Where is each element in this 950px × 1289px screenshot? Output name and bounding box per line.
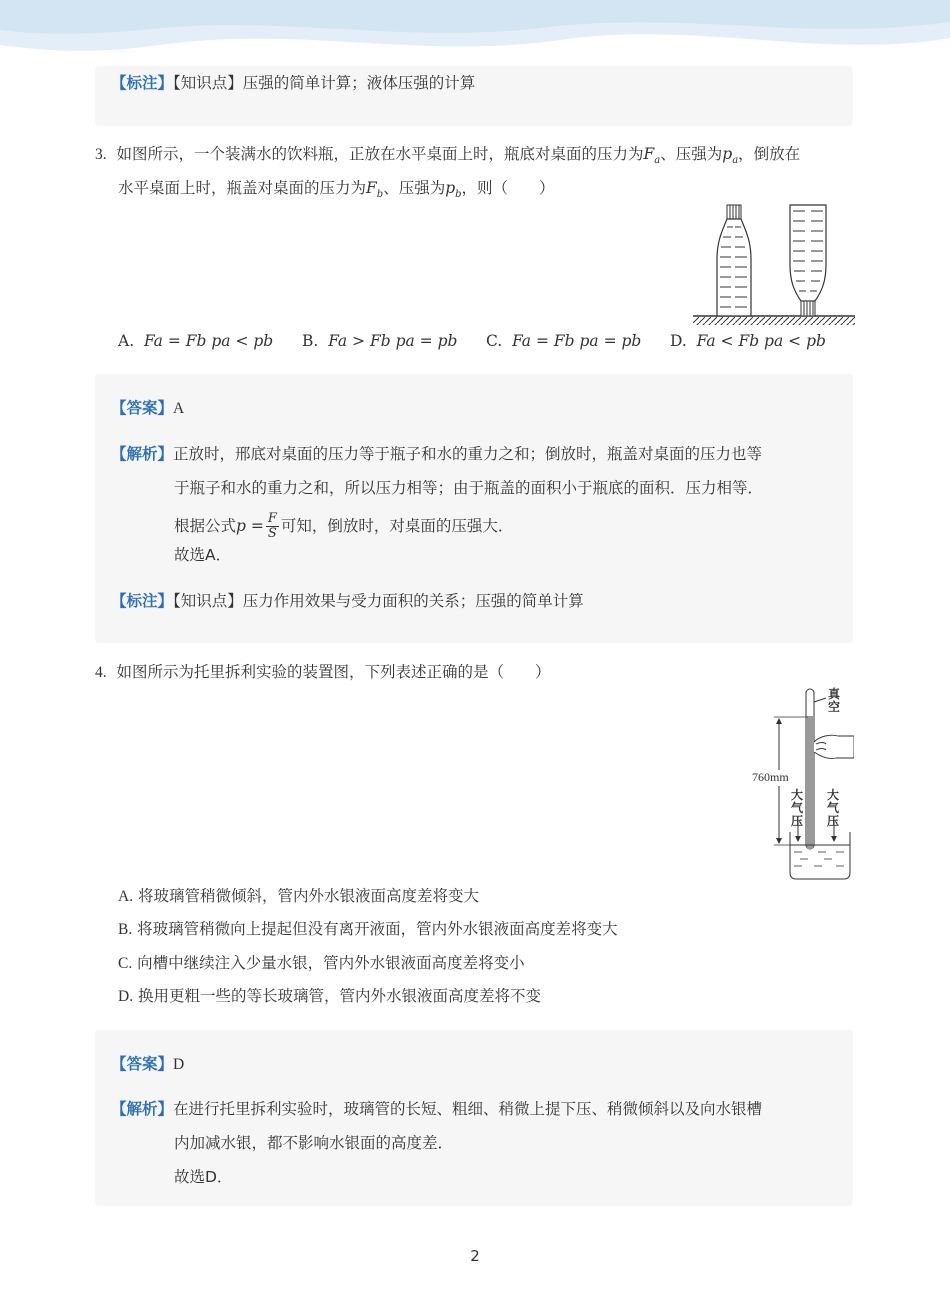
q4-analysis-text1: 在进行托里拆利实验时，玻璃管的长短、粗细、稍微上提下压、稍微倾斜以及向水银槽 bbox=[173, 1100, 763, 1118]
q3-option-d[interactable] bbox=[670, 330, 826, 352]
q3-pb-sub: b bbox=[455, 189, 462, 201]
q4-option-b-label: B. bbox=[118, 921, 133, 938]
q3-text-e: 、压强为 bbox=[383, 179, 446, 197]
q3-frac-num: F bbox=[267, 511, 277, 526]
note-text: 【知识点】压强的简单计算；液体压强的计算 bbox=[173, 74, 476, 92]
q4-analysis-tag: 【解析】 bbox=[111, 1100, 174, 1118]
q3-formula-lhs: p = bbox=[236, 517, 264, 535]
q3-option-c-label: C. bbox=[486, 332, 503, 350]
q3-option-b-label: B. bbox=[302, 332, 319, 350]
q3-option-a[interactable] bbox=[118, 330, 273, 352]
bottles-figure bbox=[693, 203, 855, 327]
q4-answer-line bbox=[111, 1053, 184, 1076]
question-4-text: 如图所示为托里拆利实验的装置图，下列表述正确的是（ ） bbox=[116, 663, 551, 681]
q4-option-b[interactable] bbox=[118, 918, 618, 941]
q3-pa: p bbox=[722, 145, 733, 163]
q3-text-f: ，则（ ） bbox=[461, 179, 555, 197]
q3-answer-tag: 【答案】 bbox=[111, 399, 174, 417]
q3-analysis-tag: 【解析】 bbox=[111, 445, 174, 463]
vacuum-label: 真空 bbox=[827, 687, 840, 714]
q4-option-a-text: 将玻璃管稍微倾斜，管内外水银液面高度差将变大 bbox=[138, 887, 480, 905]
inverted-bottle-icon bbox=[790, 205, 826, 316]
q4-option-d[interactable] bbox=[118, 985, 541, 1008]
q3-pa-sub: a bbox=[732, 155, 739, 167]
q3-answer-line bbox=[111, 397, 184, 420]
q3-option-d-text: Fa < Fb pa < pb bbox=[696, 332, 826, 350]
hand-icon bbox=[814, 735, 854, 758]
q4-option-d-text: 换用更粗一些的等长玻璃管，管内外水银液面高度差将不变 bbox=[138, 987, 542, 1005]
torricelli-figure bbox=[750, 686, 854, 882]
q3-analysis-line3 bbox=[174, 512, 513, 541]
q3-analysis-line2: 于瓶子和水的重力之和，所以压力相等；由于瓶盖的面积小于瓶底的面积．压力相等． bbox=[174, 479, 764, 497]
q3-analysis-text3a: 根据公式 bbox=[174, 517, 237, 535]
note-line bbox=[111, 72, 475, 94]
q4-option-a[interactable] bbox=[118, 885, 479, 908]
q4-analysis-line2: 内加减水银，都不影响水银面的高度差． bbox=[174, 1134, 454, 1152]
q4-option-c[interactable] bbox=[118, 952, 525, 975]
q4-analysis-line3: 故选D． bbox=[174, 1168, 233, 1186]
q4-answer-tag: 【答案】 bbox=[111, 1055, 174, 1073]
q3-option-a-label: A. bbox=[118, 332, 135, 350]
q3-text-d: 水平桌面上时，瓶盖对桌面的压力为 bbox=[118, 179, 367, 197]
question-3-number: 3. bbox=[95, 146, 107, 163]
question-3-line1 bbox=[95, 143, 800, 172]
q3-fa-sub: a bbox=[654, 155, 661, 167]
q3-option-b[interactable] bbox=[302, 330, 457, 352]
q3-text-c: ，倒放在 bbox=[738, 145, 801, 163]
q3-option-a-text: Fa = Fb pa < pb bbox=[143, 332, 274, 350]
q3-analysis-line1 bbox=[111, 443, 762, 465]
answer-box-q3 bbox=[95, 374, 853, 643]
q4-analysis-line1 bbox=[111, 1098, 762, 1120]
q3-fb-sub: b bbox=[376, 189, 384, 201]
q4-option-c-label: C. bbox=[118, 955, 133, 972]
q4-option-b-text: 将玻璃管稍微向上提起但没有离开液面，管内外水银液面高度差将变大 bbox=[137, 920, 618, 938]
q4-option-d-label: D. bbox=[118, 988, 134, 1005]
upright-bottle-icon bbox=[717, 205, 751, 316]
q3-answer-value: A bbox=[173, 400, 185, 417]
question-4-stem bbox=[95, 661, 551, 684]
q4-option-a-label: A. bbox=[118, 888, 134, 905]
note-box-q2 bbox=[95, 66, 853, 126]
q3-formula-fraction bbox=[266, 512, 279, 541]
answer-box-q4 bbox=[95, 1030, 853, 1206]
note-tag: 【标注】 bbox=[111, 74, 174, 92]
q3-text-a: 如图所示，一个装满水的饮料瓶，正放在水平桌面上时，瓶底对桌面的压力为 bbox=[116, 145, 644, 163]
q3-analysis-text3b: 可知，倒放时，对桌面的压强大． bbox=[280, 517, 514, 535]
page-number: 2 bbox=[470, 1247, 480, 1265]
header-wave-decoration bbox=[0, 0, 950, 70]
q3-pb: p bbox=[445, 179, 456, 197]
q3-analysis-line4: 故选A． bbox=[174, 546, 232, 564]
q3-frac-den: S bbox=[267, 526, 277, 541]
q3-note-text: 【知识点】压力作用效果与受力面积的关系；压强的简单计算 bbox=[173, 592, 584, 610]
q3-fa: F bbox=[643, 145, 655, 163]
q3-option-c[interactable] bbox=[486, 330, 641, 352]
q3-fb: F bbox=[366, 179, 377, 197]
atm-right-label: 大气压 bbox=[826, 788, 839, 828]
q4-option-c-text: 向槽中继续注入少量水银，管内外水银液面高度差将变小 bbox=[137, 954, 525, 972]
atm-left-label: 大气压 bbox=[790, 788, 803, 828]
q3-option-b-text: Fa > Fb pa = pb bbox=[328, 332, 458, 350]
question-3-line2 bbox=[118, 177, 555, 206]
height-label: 760mm bbox=[752, 770, 789, 784]
q3-option-d-label: D. bbox=[670, 332, 687, 350]
q3-note-line bbox=[111, 590, 584, 612]
q3-text-b: 、压强为 bbox=[660, 145, 723, 163]
q3-analysis-text1: 正放时，邢底对桌面的压力等于瓶子和水的重力之和；倒放时，瓶盖对桌面的压力也等 bbox=[173, 445, 763, 463]
q3-note-tag: 【标注】 bbox=[111, 592, 174, 610]
question-4-number: 4. bbox=[95, 664, 107, 681]
q3-option-c-text: Fa = Fb pa = pb bbox=[512, 332, 642, 350]
q4-answer-value: D bbox=[173, 1056, 185, 1073]
